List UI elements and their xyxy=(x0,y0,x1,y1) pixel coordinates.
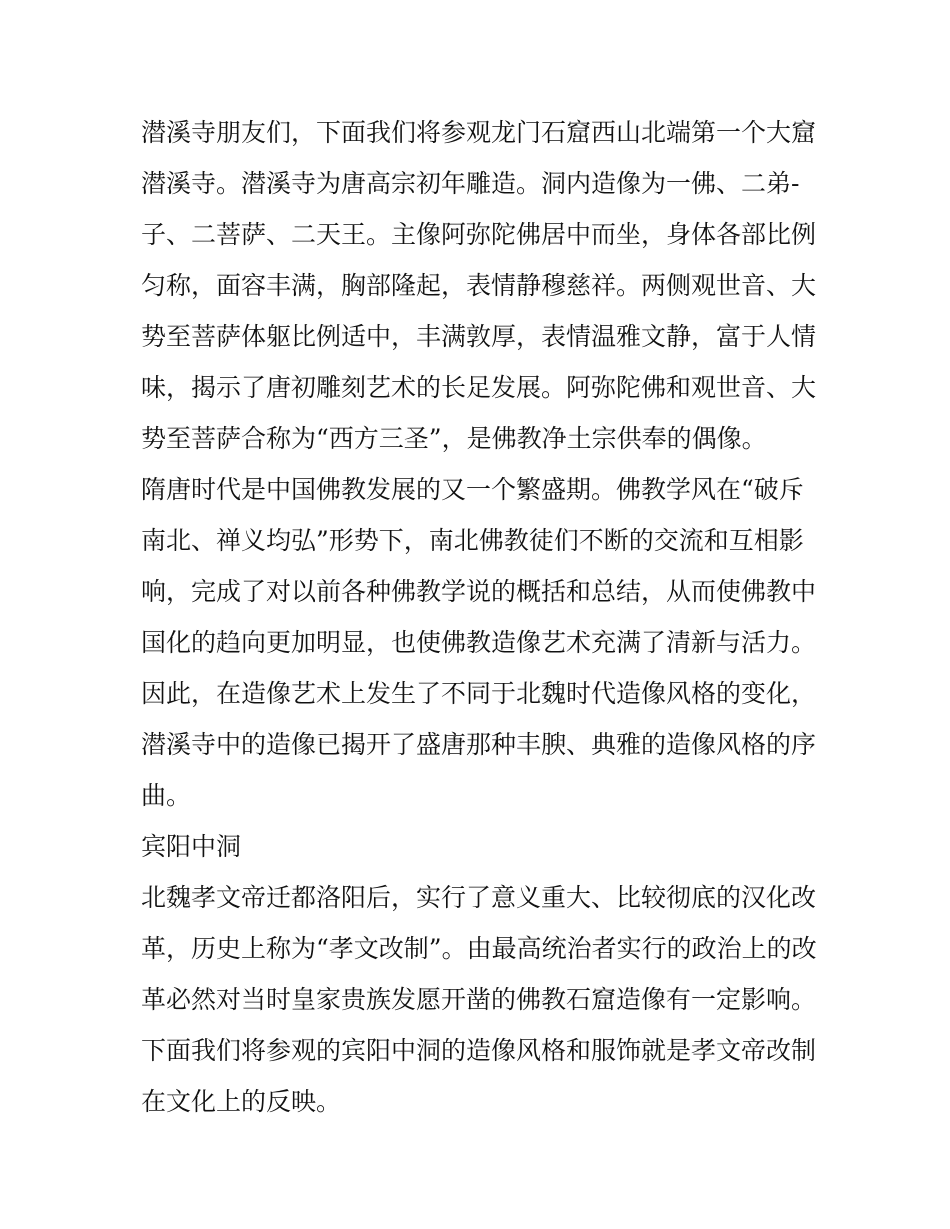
text-line: 北魏孝文帝迁都洛阳后，实行了意义重大、比较彻底的汉化改 xyxy=(141,883,817,912)
text-line: 子、二菩萨、二天王。主像阿弥陀佛居中而坐，身体各部比例 xyxy=(141,220,817,249)
text-line: 味，揭示了唐初雕刻艺术的长足发展。阿弥陀佛和观世音、大 xyxy=(141,373,817,402)
text-line: 在文化上的反映。 xyxy=(141,1087,342,1116)
text-line: 潜溪寺朋友们，下面我们将参观龙门石窟西山北端第一个大窟 xyxy=(141,118,817,147)
text-line: 曲。 xyxy=(141,781,192,810)
text-line: 潜溪寺。潜溪寺为唐高宗初年雕造。洞内造像为一佛、二弟- xyxy=(141,169,800,198)
text-line: 响，完成了对以前各种佛教学说的概括和总结，从而使佛教中 xyxy=(141,577,817,606)
text-line: 潜溪寺中的造像已揭开了盛唐那种丰腴、典雅的造像风格的序 xyxy=(141,730,817,759)
text-line: 革必然对当时皇家贵族发愿开凿的佛教石窟造像有一定影响。 xyxy=(141,985,817,1014)
body-text xyxy=(141,107,817,1127)
text-line: 势至菩萨体躯比例适中，丰满敦厚，表情温雅文静，富于人情 xyxy=(141,322,817,351)
text-line: 因此，在造像艺术上发生了不同于北魏时代造像风格的变化， xyxy=(141,679,817,708)
text-line: 势至菩萨合称为“西方三圣”，是佛教净土宗供奉的偶像。 xyxy=(141,424,767,453)
text-line: 南北、禅义均弘”形势下，南北佛教徒们不断的交流和互相影 xyxy=(141,526,804,555)
text-line: 隋唐时代是中国佛教发展的又一个繁盛期。佛教学风在“破斥 xyxy=(141,475,804,504)
text-line: 国化的趋向更加明显，也使佛教造像艺术充满了清新与活力。 xyxy=(141,628,817,657)
text-line: 下面我们将参观的宾阳中洞的造像风格和服饰就是孝文帝改制 xyxy=(141,1036,817,1065)
text-line: 革，历史上称为“孝文改制”。由最高统治者实行的政治上的改 xyxy=(141,934,817,963)
section-heading: 宾阳中洞 xyxy=(141,832,242,861)
text-line: 匀称，面容丰满，胸部隆起，表情静穆慈祥。两侧观世音、大 xyxy=(141,271,817,300)
